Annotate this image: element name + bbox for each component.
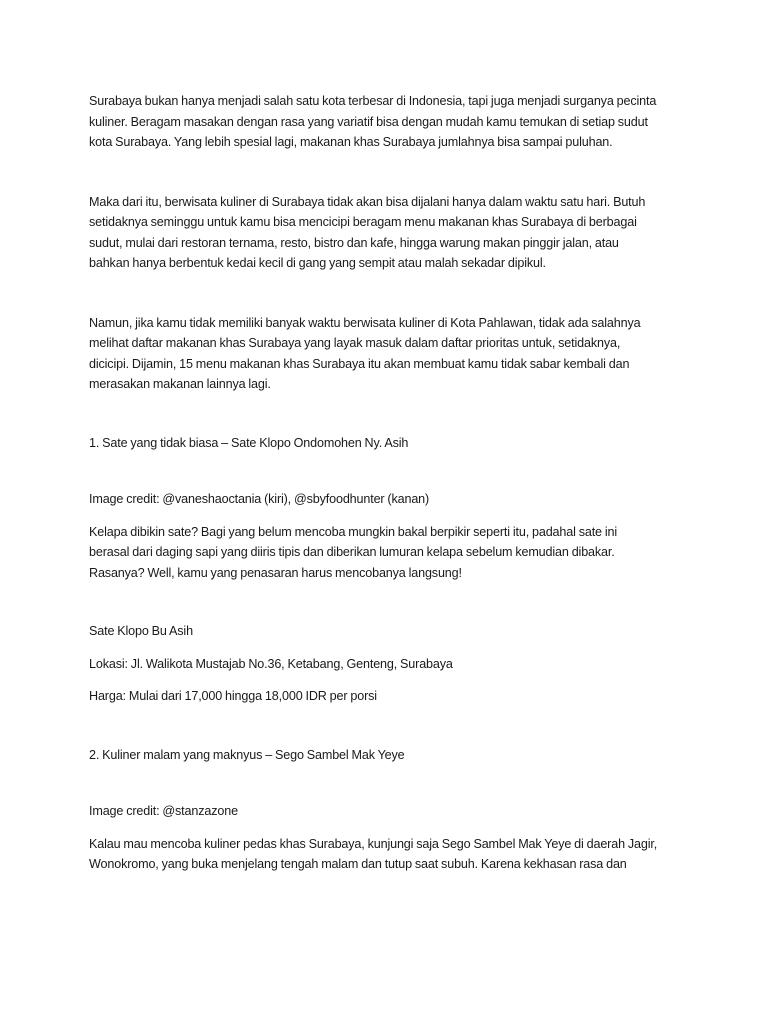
intro-paragraph-3: Namun, jika kamu tidak memiliki banyak waktu berwisata kuliner di Kota Pahlawan, tidak ada salahnya melihat daftar makanan khas Surabaya yang layak masuk dalam daftar prioritas untuk, setidaknya, dicicipi. Dijamin, 15 menu makanan khas Surabaya itu akan membuat kamu tidak sabar kembali dan merasakan makanan lainnya lagi. [89,315,641,391]
section-1-location: Lokasi: Jl. Walikota Mustajab No.36, Ketabang, Genteng, Surabaya [89,656,453,671]
section-2-image-credit: Image credit: @stanzazone [89,804,238,818]
section-2-heading: 2. Kuliner malam yang maknyus – Sego Sambel Mak Yeye [89,747,405,762]
section-1-price: Harga: Mulai dari 17,000 hingga 18,000 IDR per porsi [89,689,377,703]
section-1-place-name: Sate Klopo Bu Asih [89,624,193,638]
section-1-image-credit: Image credit: @vaneshaoctania (kiri), @sbyfoodhunter (kanan) [89,492,430,506]
section-2-description: Kalau mau mencoba kuliner pedas khas Surabaya, kunjungi saja Sego Sambel Mak Yeye di daerah Jagir, Wonokromo, yang buka menjelang tengah malam dan tutup saat subuh. Karena kekhasan rasa dan [89,836,658,871]
section-1-heading: 1. Sate yang tidak biasa – Sate Klopo Ondomohen Ny. Asih [89,435,409,450]
intro-paragraph-2: Maka dari itu, berwisata kuliner di Surabaya tidak akan bisa dijalani hanya dalam waktu satu hari. Butuh setidaknya seminggu untuk kamu bisa mencicipi beragam menu makanan khas Surabaya di berbagai sudut, mulai dari restoran ternama, resto, bistro dan kafe, hingga warung makan pinggir jalan, atau bahkan hanya berbentuk kedai kecil di gang yang sempit atau malah sekadar dipikul. [89,194,646,270]
section-1-description: Kelapa dibikin sate? Bagi yang belum mencoba mungkin bakal berpikir seperti itu, padahal sate ini berasal dari daging sapi yang diiris tipis dan diberikan lumuran kelapa sebelum kemudian dibakar. Rasanya? Well, kamu yang penasaran harus mencobanya langsung! [89,524,618,580]
document-body [89,91,709,875]
intro-paragraph-1: Surabaya bukan hanya menjadi salah satu kota terbesar di Indonesia, tapi juga menjadi surganya pecinta kuliner. Beragam masakan dengan rasa yang variatif bisa dengan mudah kamu temukan di setiap sudut kota Surabaya. Yang lebih spesial lagi, makanan khas Surabaya jumlahnya bisa sampai puluhan. [89,94,657,149]
